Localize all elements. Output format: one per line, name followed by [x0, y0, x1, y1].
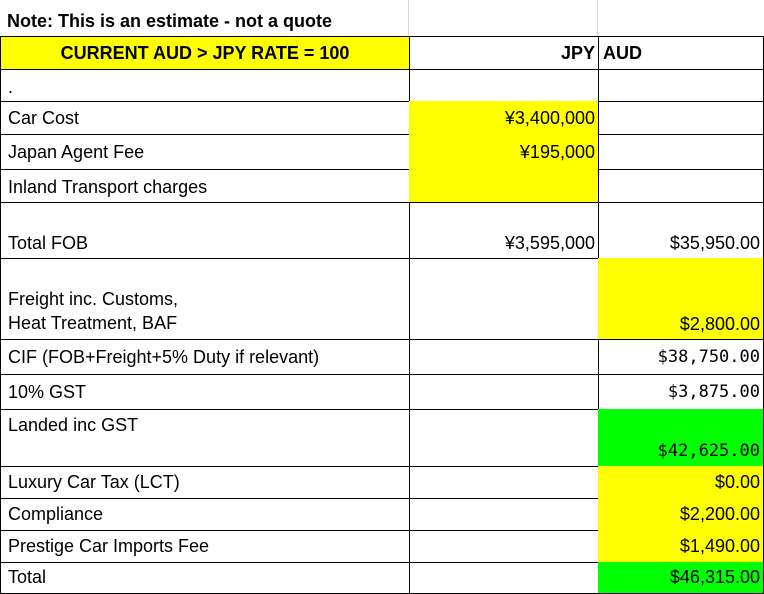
label-total[interactable]: Total	[0, 562, 410, 594]
jpy-lct[interactable]	[409, 466, 599, 499]
jpy-cif[interactable]	[409, 339, 599, 375]
label-lct[interactable]: Luxury Car Tax (LCT)	[0, 466, 410, 499]
jpy-compliance[interactable]	[409, 498, 599, 531]
empty-cell[interactable]	[409, 69, 599, 102]
jpy-japan-agent-fee[interactable]: ¥195,000	[409, 134, 599, 170]
aud-freight[interactable]: $2,800.00	[598, 258, 764, 340]
aud-header-text: AUD	[603, 43, 642, 63]
label-total-fob[interactable]: Total FOB	[0, 202, 410, 259]
label-landed[interactable]: Landed inc GST	[0, 409, 410, 467]
jpy-header-text: JPY	[560, 43, 595, 63]
jpy-landed[interactable]	[409, 409, 599, 467]
rate-header-cell[interactable]	[0, 36, 410, 70]
rate-header-text: CURRENT AUD > JPY RATE = 100	[60, 43, 350, 63]
empty-cell[interactable]	[598, 69, 764, 102]
label-gst[interactable]: 10% GST	[0, 374, 410, 410]
jpy-total[interactable]	[409, 562, 599, 594]
aud-lct[interactable]: $0.00	[598, 466, 764, 499]
jpy-car-cost[interactable]: ¥3,400,000	[409, 101, 599, 135]
aud-inland-transport[interactable]	[598, 169, 764, 203]
dot-text: .	[8, 77, 14, 97]
aud-car-cost[interactable]	[598, 101, 764, 135]
aud-japan-agent-fee[interactable]	[598, 134, 764, 170]
aud-gst[interactable]: $3,875.00	[598, 374, 764, 410]
label-cif[interactable]: CIF (FOB+Freight+5% Duty if relevant)	[0, 339, 410, 375]
aud-header-cell[interactable]	[598, 36, 764, 70]
label-japan-agent-fee[interactable]: Japan Agent Fee	[0, 134, 410, 170]
note-cell[interactable]	[0, 0, 409, 37]
jpy-header-cell[interactable]	[409, 36, 599, 70]
jpy-gst[interactable]	[409, 374, 599, 410]
jpy-total-fob[interactable]: ¥3,595,000	[409, 202, 599, 259]
label-compliance[interactable]: Compliance	[0, 498, 410, 531]
note-text: Note: This is an estimate - not a quote	[7, 11, 333, 31]
label-car-cost[interactable]: Car Cost	[0, 101, 410, 135]
aud-compliance[interactable]: $2,200.00	[598, 498, 764, 531]
label-freight[interactable]: Freight inc. Customs, Heat Treatment, BAF	[0, 258, 410, 340]
empty-cell[interactable]	[598, 0, 764, 37]
aud-total[interactable]: $46,315.00	[598, 562, 764, 594]
jpy-prestige-fee[interactable]	[409, 530, 599, 563]
label-inland-transport[interactable]: Inland Transport charges	[0, 169, 410, 203]
dot-cell[interactable]	[0, 69, 410, 102]
jpy-inland-transport[interactable]	[409, 169, 599, 203]
empty-cell[interactable]	[409, 0, 598, 37]
aud-prestige-fee[interactable]: $1,490.00	[598, 530, 764, 563]
aud-total-fob[interactable]: $35,950.00	[598, 202, 764, 259]
aud-landed[interactable]: $42,625.00	[598, 409, 764, 467]
aud-cif[interactable]: $38,750.00	[598, 339, 764, 375]
label-prestige-fee[interactable]: Prestige Car Imports Fee	[0, 530, 410, 563]
jpy-freight[interactable]	[409, 258, 599, 340]
